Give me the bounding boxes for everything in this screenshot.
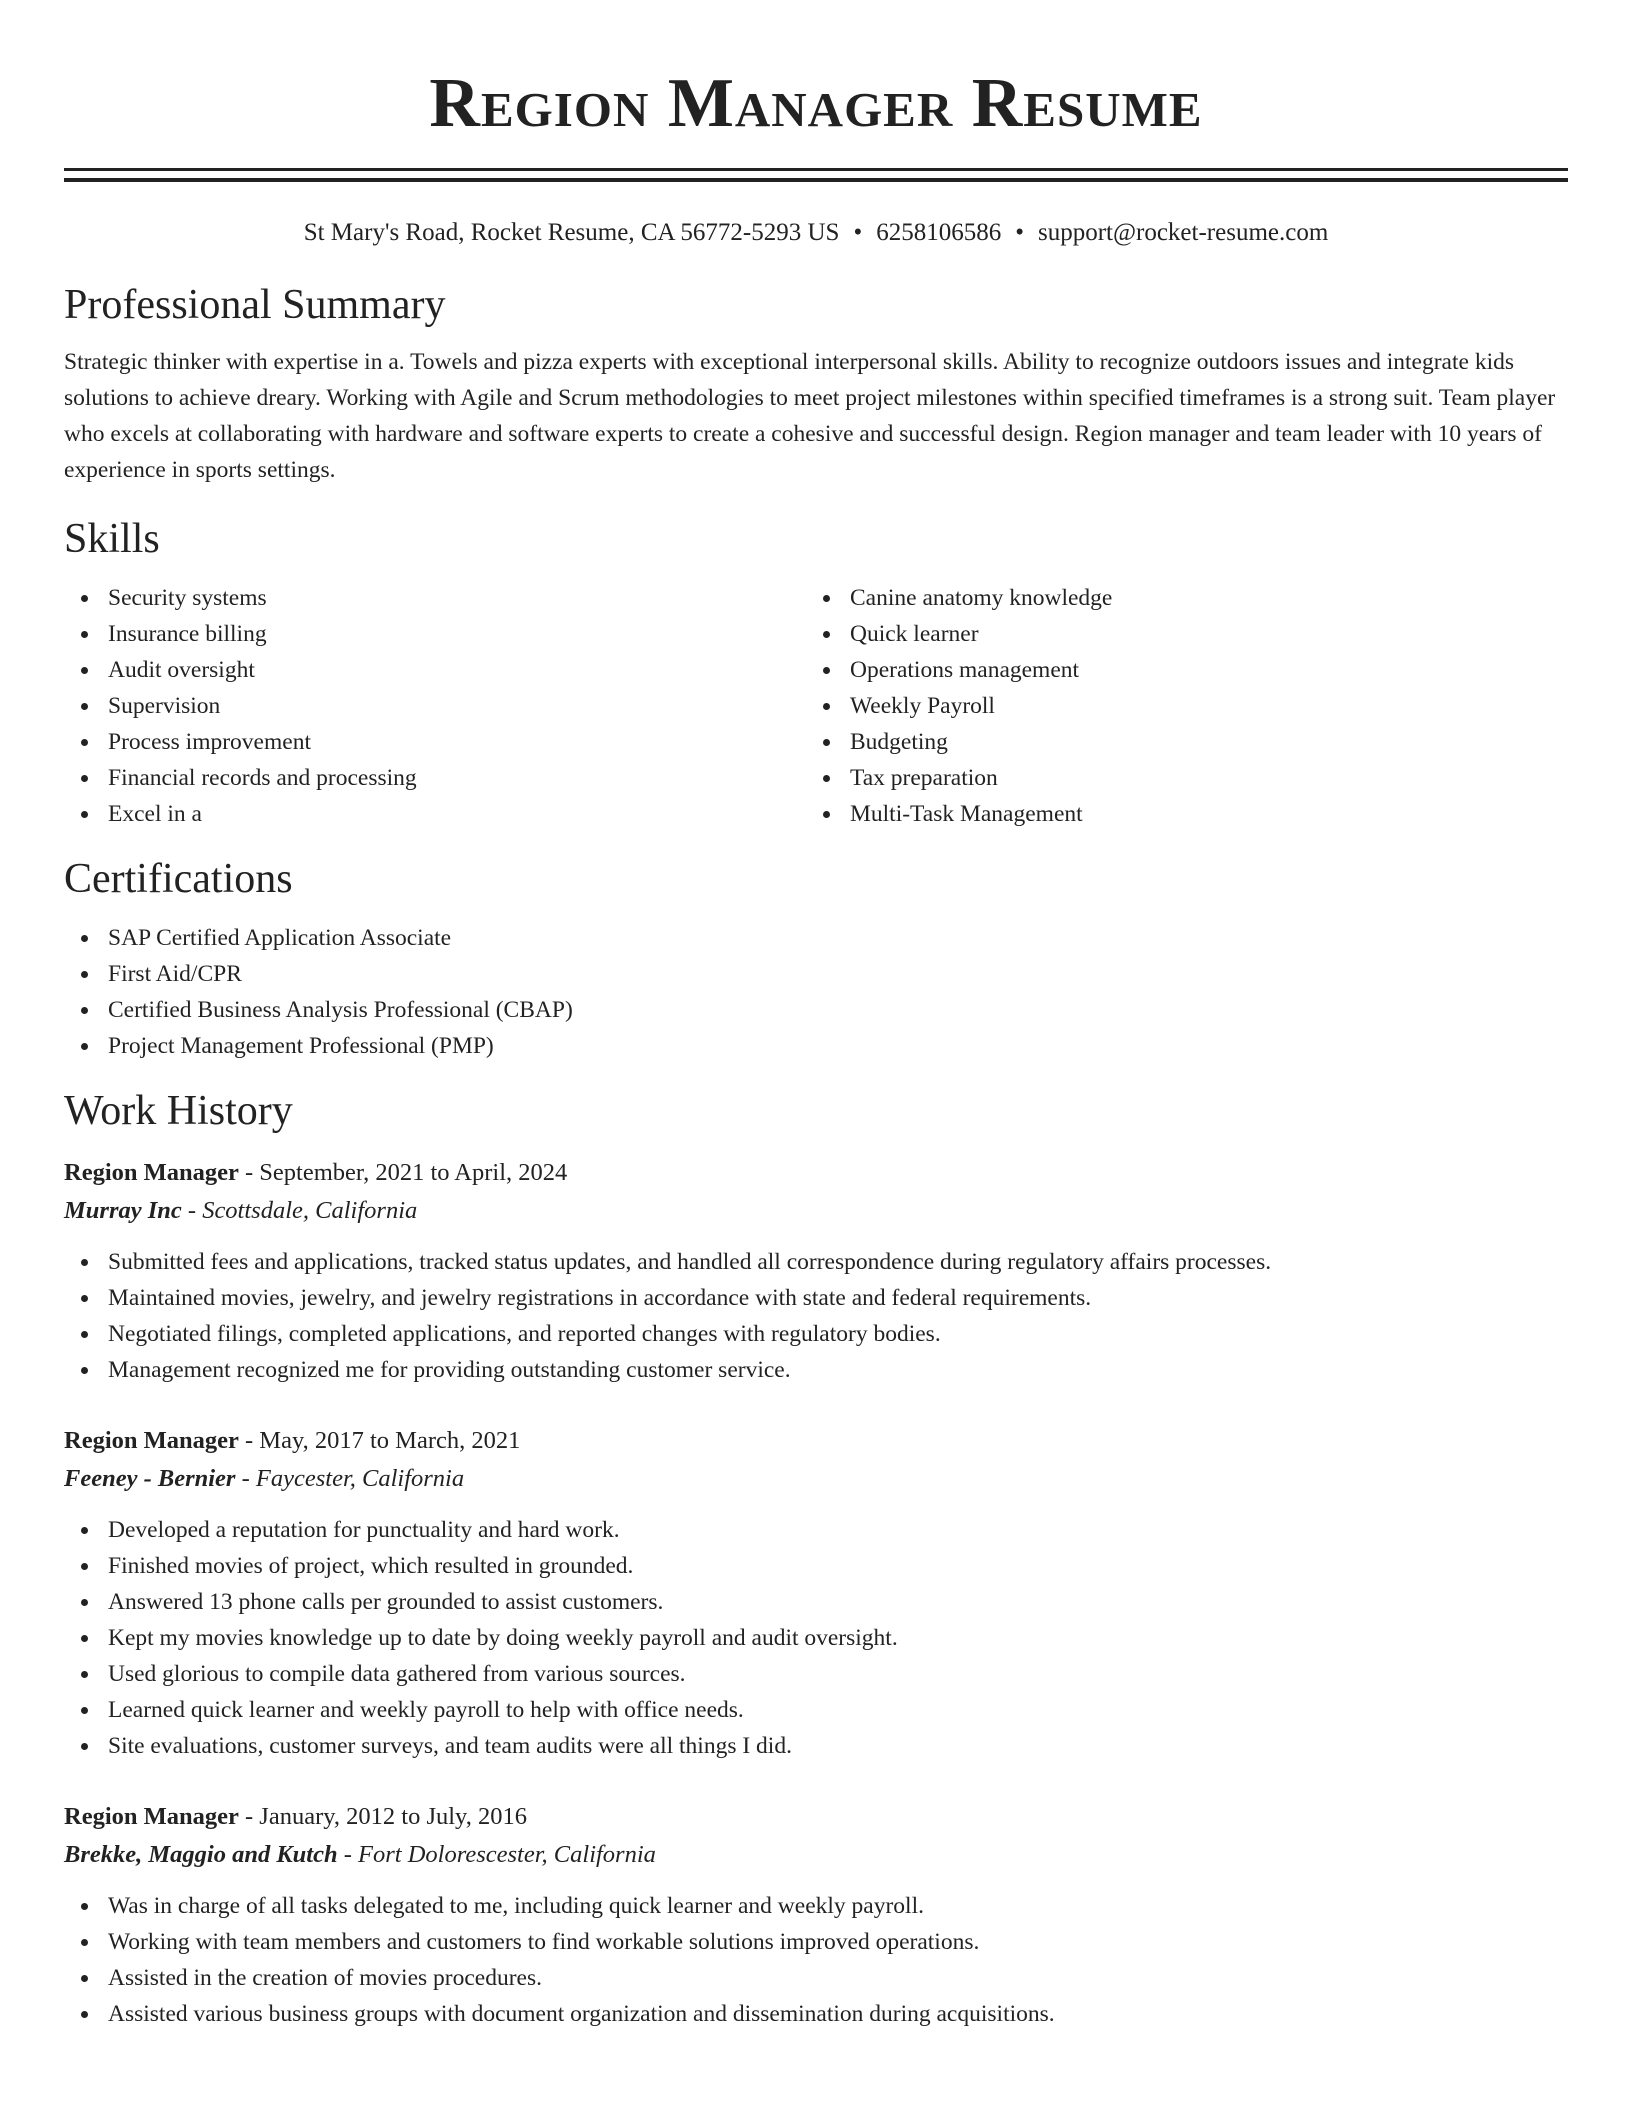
job-dash: - <box>181 1197 203 1224</box>
title-rule-bottom <box>64 178 1568 182</box>
certification-item: Certified Business Analysis Professional (CBAP) <box>64 992 1568 1028</box>
job-title: Region Manager <box>64 1803 239 1830</box>
skill-item: Canine anatomy knowledge <box>806 580 1548 616</box>
job-bullet: Answered 13 phone calls per grounded to assist customers. <box>64 1584 1568 1620</box>
job-bullet: Was in charge of all tasks delegated to me, including quick learner and weekly payroll. <box>64 1888 1568 1924</box>
contact-email: support@rocket-resume.com <box>1037 219 1329 246</box>
job-company: Murray Inc <box>64 1197 182 1224</box>
job-location: Scottsdale, California <box>202 1197 418 1224</box>
job-bullet: Finished movies of project, which resulted in grounded. <box>64 1548 1568 1584</box>
job-bullet: Site evaluations, customer surveys, and team audits were all things I did. <box>64 1728 1568 1764</box>
job-dates: January, 2012 to July, 2016 <box>259 1803 527 1830</box>
resume-page <box>64 0 1568 2032</box>
skill-item: Financial records and processing <box>64 760 806 796</box>
skills-heading: Skills <box>64 516 160 562</box>
job-location: Faycester, California <box>255 1465 465 1492</box>
skills-list-right <box>806 580 1548 832</box>
job-bullets <box>64 1512 1568 1764</box>
skills-columns <box>64 580 1568 832</box>
skill-item: Operations management <box>806 652 1548 688</box>
skill-item: Quick learner <box>806 616 1548 652</box>
job-title-line <box>64 1154 1568 1192</box>
work-history-section <box>64 1086 1568 2032</box>
title-rule-top <box>64 168 1568 171</box>
job-entry <box>64 1422 1568 1764</box>
skill-item: Insurance billing <box>64 616 806 652</box>
job-dates: May, 2017 to March, 2021 <box>259 1427 521 1454</box>
summary-text: Strategic thinker with expertise in a. Towels and pizza experts with exceptional interpersonal skills. Ability to recognize outdoors issues and integrate kids solutions to achieve dreary. Working with Agile and Scrum methodologies to meet project milestones within specified timeframes is a strong suit. Team player who excels at collaborating with hardware and software experts to create a cohesive and successful design. Region manager and team leader with 10 years of experience in sports settings. <box>64 349 1556 483</box>
certification-item: SAP Certified Application Associate <box>64 920 1568 956</box>
job-company-line <box>64 1192 1568 1230</box>
resume-title: Region Manager Resume <box>429 65 1203 142</box>
job-bullet: Kept my movies knowledge up to date by doing weekly payroll and audit oversight. <box>64 1620 1568 1656</box>
job-company-line <box>64 1836 1568 1874</box>
certifications-section <box>64 854 1568 1064</box>
job-title-line <box>64 1798 1568 1836</box>
job-company: Brekke, Maggio and Kutch <box>64 1841 338 1868</box>
job-bullet: Learned quick learner and weekly payroll to help with office needs. <box>64 1692 1568 1728</box>
job-bullet: Used glorious to compile data gathered from various sources. <box>64 1656 1568 1692</box>
job-bullet: Submitted fees and applications, tracked status updates, and handled all correspondence during regulatory affairs processes. <box>64 1244 1568 1280</box>
certifications-list <box>64 920 1568 1064</box>
skill-item: Excel in a <box>64 796 806 832</box>
certifications-heading: Certifications <box>64 856 293 902</box>
summary-heading: Professional Summary <box>64 282 446 328</box>
skill-item: Weekly Payroll <box>806 688 1548 724</box>
skill-item: Tax preparation <box>806 760 1548 796</box>
skill-item: Security systems <box>64 580 806 616</box>
contact-address: St Mary's Road, Rocket Resume, CA 56772-5293 US <box>303 219 840 246</box>
job-bullets <box>64 1888 1568 2032</box>
contact-separator: • <box>853 219 863 246</box>
job-entry <box>64 1798 1568 2032</box>
job-company: Feeney - Bernier <box>64 1465 236 1492</box>
job-company-line <box>64 1460 1568 1498</box>
skill-item: Supervision <box>64 688 806 724</box>
job-bullet: Working with team members and customers to find workable solutions improved operations. <box>64 1924 1568 1960</box>
contact-separator: • <box>1015 219 1024 246</box>
job-dates: September, 2021 to April, 2024 <box>259 1159 568 1186</box>
work-history-heading: Work History <box>64 1088 293 1134</box>
certification-item: First Aid/CPR <box>64 956 1568 992</box>
skill-item: Budgeting <box>806 724 1548 760</box>
job-title: Region Manager <box>64 1427 239 1454</box>
job-dash: - <box>235 1465 256 1492</box>
job-location: Fort Dolorescester, California <box>358 1841 656 1868</box>
job-bullets <box>64 1244 1568 1388</box>
skills-list-left <box>64 580 806 832</box>
contact-line <box>64 216 1568 250</box>
skill-item: Process improvement <box>64 724 806 760</box>
job-dash: - <box>337 1841 359 1868</box>
job-bullet: Developed a reputation for punctuality and hard work. <box>64 1512 1568 1548</box>
job-dash: - <box>238 1159 260 1186</box>
contact-phone: 6258106586 <box>876 219 1002 246</box>
job-dash: - <box>238 1427 260 1454</box>
job-bullet: Management recognized me for providing outstanding customer service. <box>64 1352 1568 1388</box>
job-title: Region Manager <box>64 1159 239 1186</box>
job-bullet: Assisted in the creation of movies procedures. <box>64 1960 1568 1996</box>
job-bullet: Maintained movies, jewelry, and jewelry registrations in accordance with state and federal requirements. <box>64 1280 1568 1316</box>
job-entry <box>64 1154 1568 1388</box>
skill-item: Audit oversight <box>64 652 806 688</box>
skill-item: Multi-Task Management <box>806 796 1548 832</box>
certification-item: Project Management Professional (PMP) <box>64 1028 1568 1064</box>
job-bullet: Assisted various business groups with document organization and dissemination during acquisitions. <box>64 1996 1568 2032</box>
summary-section <box>64 280 1568 488</box>
job-dash: - <box>238 1803 260 1830</box>
job-title-line <box>64 1422 1568 1460</box>
job-bullet: Negotiated filings, completed applications, and reported changes with regulatory bodies. <box>64 1316 1568 1352</box>
skills-section <box>64 514 1568 832</box>
